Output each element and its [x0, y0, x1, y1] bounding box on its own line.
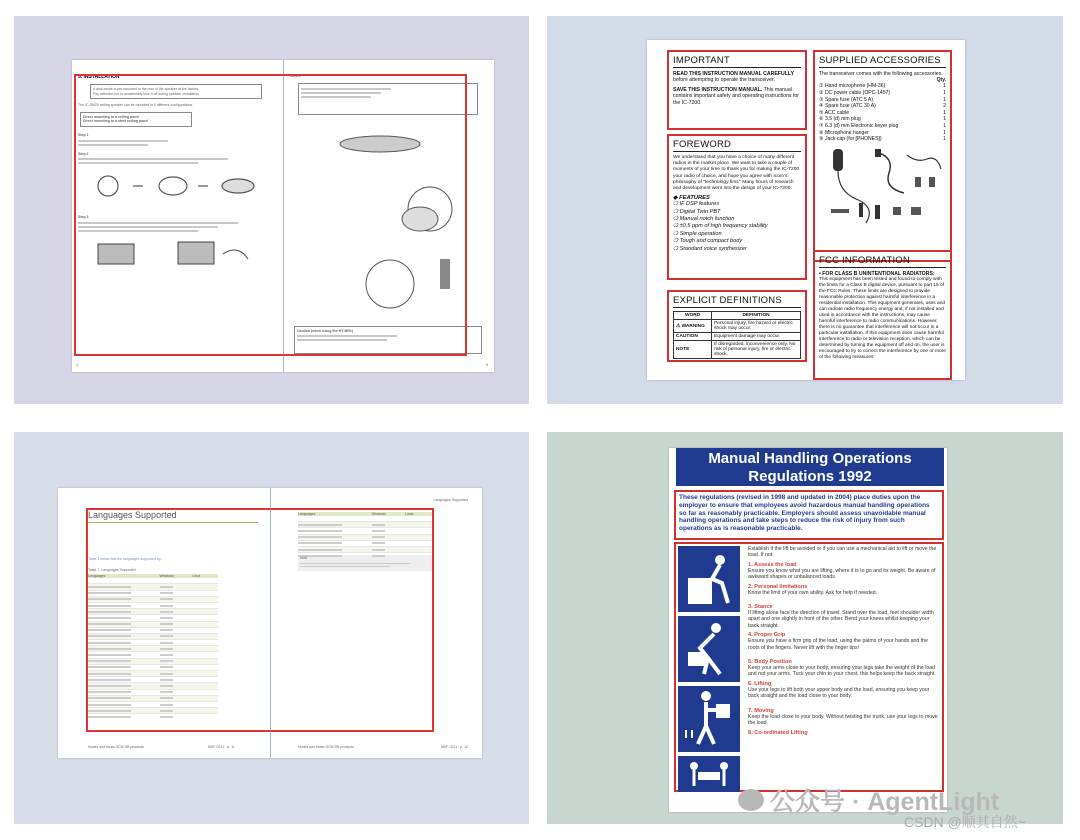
- bullet-1: Direct mounting to a ceiling panel: [83, 114, 140, 119]
- important-title: IMPORTANT: [673, 55, 801, 68]
- highlight-intro: [674, 490, 944, 540]
- list-item: ④ Spare fuse (ATC 30 A) 2: [819, 103, 946, 110]
- note-label: Note: [300, 556, 308, 561]
- highlight-installation: [74, 74, 467, 356]
- accessories-intro: The transceiver comes with the following accessories.: [819, 71, 943, 77]
- left-footer: Nodes and Hosts SCM DB products: [88, 745, 144, 750]
- panel-languages: [14, 432, 529, 824]
- right-page-number: 5: [486, 363, 488, 368]
- feature-item: ❍ Standard voice synthesizer: [673, 245, 747, 252]
- list-item: ⑤ ACC cable 1: [819, 109, 946, 116]
- col-word: WORD: [674, 312, 712, 320]
- list-item: ⑥ 3.5 (d) mm plug 1: [819, 116, 946, 123]
- highlight-languages: [86, 508, 434, 732]
- step-1-label: Step 1: [78, 132, 89, 137]
- fcc-text: This equipment has been tested and found to comply with the limits for a Class B digital device, pursuant to part 15 of the FCC Rules. These limits are designed to provide reasonable protection against harmful interference in a residential installation. This equipment generates, uses and can radiate radio frequency energy and, if not installed and used in accordance with the instructions, may cause harmful interference to radio communications. However, there is no guarantee that interference will not occur in a particular installation. If this equipment does cause harmful interference to radio or television reception, which can be determined by turning the equipment off and on, the user is encouraged to try to correct the interference by one or more of the following measures:: [819, 277, 946, 361]
- table-caption: Table 7. Languages Supported: [88, 567, 136, 572]
- installation-intro: The IC-SM20 ceiling speaker can be mounted in 2 different configurations.: [78, 103, 194, 108]
- fcc-title: FCC INFORMATION: [819, 255, 946, 268]
- list-item: ⑨ Jack cap (for [PHONES]) 1: [819, 136, 946, 143]
- accessories-illustration: [819, 143, 949, 233]
- step-text: Keep the load close to your body. Without twisting the trunk, use your legs to move the load.: [748, 713, 938, 727]
- foreword-box: [667, 134, 807, 280]
- explicit-title: EXPLICIT DEFINITIONS: [673, 295, 801, 308]
- list-item: ① Hand microphone (HM-36) 1: [819, 83, 946, 90]
- important-p2-bold: SAVE THIS INSTRUCTION MANUAL.: [673, 86, 763, 93]
- step-title: 1. Assess the load: [748, 561, 797, 568]
- step-text: If lifting alone face the direction of travel. Stand over the load, feet shoulder width apart and one slightly in front of the other. Bend your knees whilst keeping your back straight.: [748, 610, 934, 629]
- foreword-title: FOREWORD: [673, 139, 801, 152]
- left-page-number: 4: [76, 363, 78, 368]
- step-text: Know the limit of your own ability. Ask for help if needed.: [748, 589, 878, 596]
- table-row: ⚠ WARNING Personal injury, fire hazard or electric shock may occur.: [674, 320, 801, 333]
- step-text: Use your legs to lift both your upper body and the load, ensuring you keep your back straight and the load close to your body.: [748, 686, 930, 700]
- right-footer: Nodes and Hosts SCM DB products: [298, 745, 354, 750]
- step-title: 6. Lifting: [748, 680, 772, 687]
- step-title: 3. Stance: [748, 604, 773, 611]
- title-line-1: Manual Handling Operations: [708, 450, 912, 467]
- watermark-main: 公众号 · AgentLight: [738, 782, 999, 818]
- list-item: ③ Spare fuse (ATC 5 A) 1: [819, 96, 946, 103]
- definitions-table: [673, 311, 801, 359]
- explicit-definitions-box: [667, 290, 807, 362]
- qty-label: Qty.: [936, 77, 946, 84]
- list-item: ⑦ 6.3 (d) mm Electronic keyer plug 1: [819, 122, 946, 129]
- step-title: 5. Body Position: [748, 659, 792, 666]
- poster-steps: [748, 546, 940, 736]
- table-row: CAUTION Equipment damage may occur.: [674, 333, 801, 341]
- important-p1-bold: READ THIS INSTRUCTION MANUAL CAREFULLY: [673, 71, 795, 77]
- moving-illustration: [678, 756, 740, 792]
- table-row: NOTE If disregarded, inconvenience only. No risk of personal injury, fire or electric shock.: [674, 341, 801, 359]
- accessories-title: SUPPLIED ACCESSORIES: [819, 55, 946, 68]
- body-position-illustration: [678, 686, 740, 752]
- step-title: 2. Personal limitations: [748, 583, 808, 590]
- right-footer-page: MXF-0211 · p. 12: [441, 745, 468, 750]
- notice-line-2: Pay attention not to accidentally lose it off during speaker installation.: [93, 91, 200, 96]
- languages-title: Languages Supported: [88, 510, 258, 523]
- feature-item: ❍ Manual notch function: [673, 216, 735, 223]
- important-p2-rest: This manual contains important safety and operating instructions for the IC-7200.: [673, 86, 800, 106]
- watermark-sub: CSDN @顺其自然~: [904, 814, 1026, 830]
- installation-heading: 5. INSTALLATION: [78, 74, 120, 80]
- fcc-subtitle: • FOR CLASS B UNINTENTIONAL RADIATORS:: [819, 271, 935, 277]
- left-footer-page: MXF-0211 · p. 11: [208, 745, 235, 750]
- table-header: Languages Windows Linux: [88, 574, 218, 578]
- important-box: [667, 50, 807, 130]
- step-title: 4. Proper Grip: [748, 632, 786, 639]
- stance-illustration: [678, 616, 740, 682]
- features-title: ◆ FEATURES: [673, 195, 710, 202]
- feature-item: ❍ Simple operation: [673, 230, 722, 237]
- table-header: Languages Windows Linux: [298, 512, 432, 516]
- foreword-text: We understand that you have a choice of many different radios in the market place. We want to take a couple of moments of your time to thank you for making the IC-7200 your radio of choice, and hope you agree with Icom's philosophy of "technology first." Many hours of research and development went into the design of your IC-7200.: [673, 155, 800, 192]
- feature-item: ❍ Digital Twin PBT: [673, 208, 721, 215]
- step-text: Ensure you know what you are lifting, where it is to go and its weight. Be aware of awkward shapes or unbalanced loads.: [748, 567, 936, 581]
- step-3-label: Step 3: [78, 215, 89, 220]
- feature-item: ❍ IF DSP features: [673, 201, 720, 208]
- feature-item: ❍ ±0.5 ppm of high frequency stability: [673, 223, 768, 230]
- panel-installation: [14, 16, 529, 404]
- supplied-accessories-box: [813, 50, 952, 262]
- feature-item: ❍ Tough and compact body: [673, 238, 743, 245]
- col-definition: DEFINITION: [712, 312, 801, 320]
- panel-manual-front: [547, 16, 1063, 404]
- title-line-2: Regulations 1992: [748, 468, 872, 485]
- important-p1-rest: before attempting to operate the transceiver.: [673, 77, 775, 84]
- step-title: 8. Co-ordinated Lifting: [748, 729, 808, 736]
- list-item: ⑧ Microphone hanger 1: [819, 129, 946, 136]
- list-item: ② DC power cable (OPC-1457) 1: [819, 90, 946, 96]
- languages-intro: Table 1 below lists the languages supported by...: [88, 557, 164, 561]
- poster-lead: Establish if the lift be avoided or if you can use a mechanical aid to lift or move the load. If not:: [748, 546, 937, 559]
- step-title: 7. Moving: [748, 707, 774, 714]
- wechat-icon: [738, 789, 764, 811]
- caution-hy-caption: Caution (when using the HY-MR1): [297, 328, 353, 333]
- fcc-information-box: [813, 250, 952, 380]
- step-2-label: Step 2: [78, 151, 89, 156]
- poster-title: [676, 448, 944, 486]
- poster-intro: These regulations (revised in 1998 and updated in 2004) place duties upon the employer to ensure that employees avoid hazardous manual handling operations so far as reasonably practicable. Employers should assess unavoidable manual handling operations and take steps to reduce the risk of injury from such operations as is reasonable practicable.: [679, 494, 930, 533]
- notice-line-1: A dual-mode is pre-mounted to the rear of the speaker at the factory.: [93, 87, 199, 91]
- accessories-list: [819, 83, 946, 142]
- step-4-label: Step 4: [290, 74, 301, 78]
- step-text: Keep your arms close to your body, ensuring your legs take the weight of the load and not your arms. Tuck your chin to your chest, this helps keep the back straight.: [748, 665, 936, 678]
- step-text: Ensure you have a firm grip of the load, using the palms of your hands and the roots of the fingers. Never lift with the finger tips!: [748, 638, 928, 651]
- features-list: [673, 201, 801, 253]
- assess-load-illustration: [678, 546, 740, 612]
- right-header: Languages Supported: [433, 498, 468, 502]
- bullet-2: Direct mounting to a steel ceiling panel: [83, 119, 149, 124]
